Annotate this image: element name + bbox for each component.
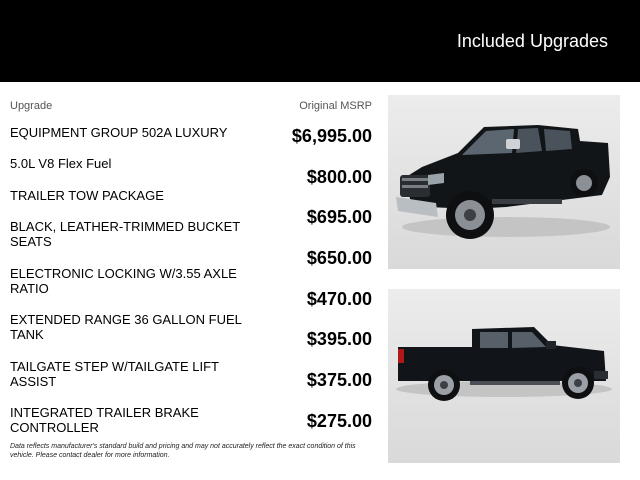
upgrade-name: TRAILER TOW PACKAGE <box>10 188 164 203</box>
upgrade-price: $6,995.00 <box>291 126 372 146</box>
column-header-upgrade: Upgrade <box>10 100 53 112</box>
upgrade-price: $395.00 <box>306 329 372 349</box>
upgrade-name: EXTENDED RANGE 36 GALLON FUEL TANK <box>10 312 242 342</box>
page-title: Included Upgrades <box>456 31 608 51</box>
upgrade-name: ELECTRONIC LOCKING W/3.55 AXLE RATIO <box>10 266 237 296</box>
upgrade-name: INTEGRATED TRAILER BRAKE CONTROLLER <box>10 405 199 435</box>
upgrade-price: $800.00 <box>306 167 372 187</box>
truck-photo-side <box>388 289 620 463</box>
upgrade-price: $275.00 <box>306 411 372 431</box>
upgrade-name: BLACK, LEATHER-TRIMMED BUCKET SEATS <box>10 219 240 249</box>
truck-photo-front <box>388 95 620 269</box>
upgrade-price: $470.00 <box>306 289 372 309</box>
header-bar <box>0 0 640 82</box>
upgrade-price: $695.00 <box>306 207 372 227</box>
disclaimer-text: Data reflects manufacturer's standard build and pricing and may not accurately reflect the exact condition of this vehicle. Please contact dealer for more information. <box>10 443 356 459</box>
upgrade-price: $375.00 <box>306 370 372 390</box>
upgrade-name: 5.0L V8 Flex Fuel <box>10 156 112 171</box>
upgrade-price: $650.00 <box>306 248 372 268</box>
upgrade-name: EQUIPMENT GROUP 502A LUXURY <box>10 125 228 140</box>
upgrade-name: TAILGATE STEP W/TAILGATE LIFT ASSIST <box>10 359 219 389</box>
column-header-msrp: Original MSRP <box>299 100 372 112</box>
